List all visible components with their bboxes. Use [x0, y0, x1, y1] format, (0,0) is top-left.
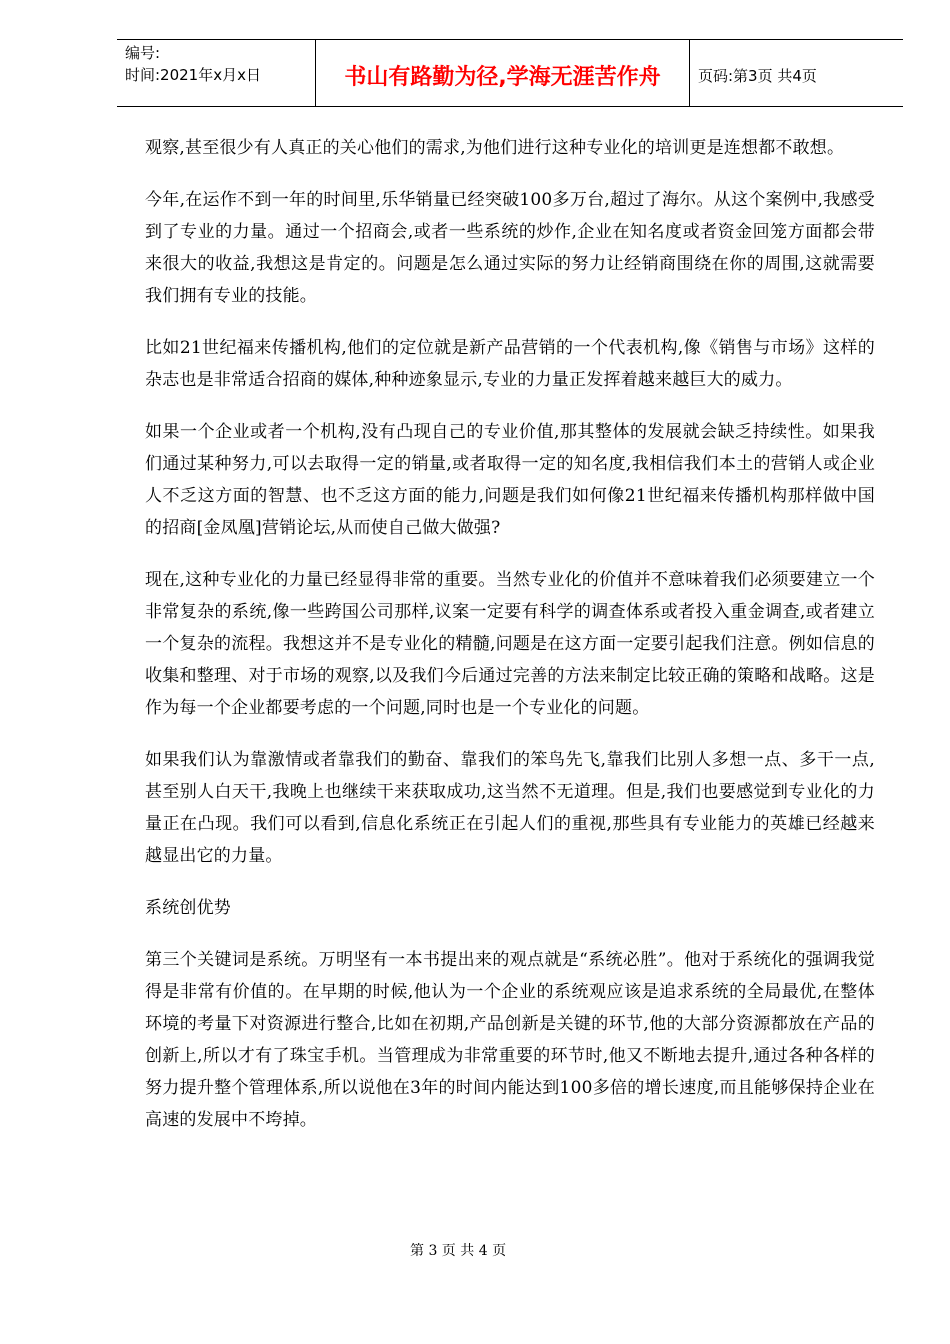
paragraph-1: 观察,甚至很少有人真正的关心他们的需求,为他们进行这种专业化的培训更是连想都不敢想。: [145, 138, 845, 158]
document-number-label: 编号:: [125, 44, 161, 62]
page-footer: 第 3 页 共 4 页: [410, 1243, 507, 1259]
paragraph-4: 如果一个企业或者一个机构,没有凸现自己的专业价值,那其整体的发展就会缺乏持续性。如果我们通过某种努力,可以去取得一定的销量,或者取得一定的知名度,我相信我们本土的营销人或企业人不乏这方面的智慧、也不乏这方面的能力,问题是我们如何像21世纪福来传播机构那样做中国的招商[金凤凰]营销论坛,从而使自己做大做强?: [145, 422, 875, 538]
paragraph-2: 今年,在运作不到一年的时间里,乐华销量已经突破100多万台,超过了海尔。从这个案例中,我感受到了专业的力量。通过一个招商会,或者一些系统的炒作,企业在知名度或者资金回笼方面都会带来很大的收益,我想这是肯定的。问题是怎么通过实际的努力让经销商围绕在你的周围,这就需要我们拥有专业的技能。: [145, 190, 875, 306]
page-header: [117, 39, 903, 107]
paragraph-6: 如果我们认为靠激情或者靠我们的勤奋、靠我们的笨鸟先飞,靠我们比别人多想一点、多干一点,甚至别人白天干,我晚上也继续干来获取成功,这当然不无道理。但是,我们也要感觉到专业化的力量正在凸现。我们可以看到,信息化系统正在引起人们的重视,那些具有专业能力的英雄已经越来越显出它的力量。: [145, 750, 875, 866]
paragraph-7: 第三个关键词是系统。万明坚有一本书提出来的观点就是“系统必胜”。他对于系统化的强调我觉得是非常有价值的。在早期的时候,他认为一个企业的系统观应该是追求系统的全局最优,在整体环境的考量下对资源进行整合,比如在初期,产品创新是关键的环节,他的大部分资源都放在产品的创新上,所以才有了珠宝手机。当管理成为非常重要的环节时,他又不断地去提升,通过各种各样的努力提升整个管理体系,所以说他在3年的时间内能达到100多倍的增长速度,而且能够保持企业在高速的发展中不垮掉。: [145, 950, 875, 1130]
paragraph-5: 现在,这种专业化的力量已经显得非常的重要。当然专业化的价值并不意味着我们必须要建立一个非常复杂的系统,像一些跨国公司那样,议案一定要有科学的调查体系或者投入重金调查,或者建立一个复杂的流程。我想这并不是专业化的精髓,问题是在这方面一定要引起我们注意。例如信息的收集和整理、对于市场的观察,以及我们今后通过完善的方法来制定比较正确的策略和战略。这是作为每一个企业都要考虑的一个问题,同时也是一个专业化的问题。: [145, 570, 875, 718]
header-meta: [117, 40, 316, 106]
document-body: [145, 132, 875, 1156]
header-page-info: 页码:第3页 共4页: [698, 66, 817, 85]
section-heading: 系统创优势: [145, 898, 231, 918]
paragraph-3: 比如21世纪福来传播机构,他们的定位就是新产品营销的一个代表机构,像《销售与市场》这样的杂志也是非常适合招商的媒体,种种迹象显示,专业的力量正发挥着越来越巨大的威力。: [145, 338, 875, 390]
document-time-label: 时间:2021年x月x日: [125, 66, 261, 84]
header-motto: 书山有路勤为径,学海无涯苦作舟: [316, 40, 690, 106]
